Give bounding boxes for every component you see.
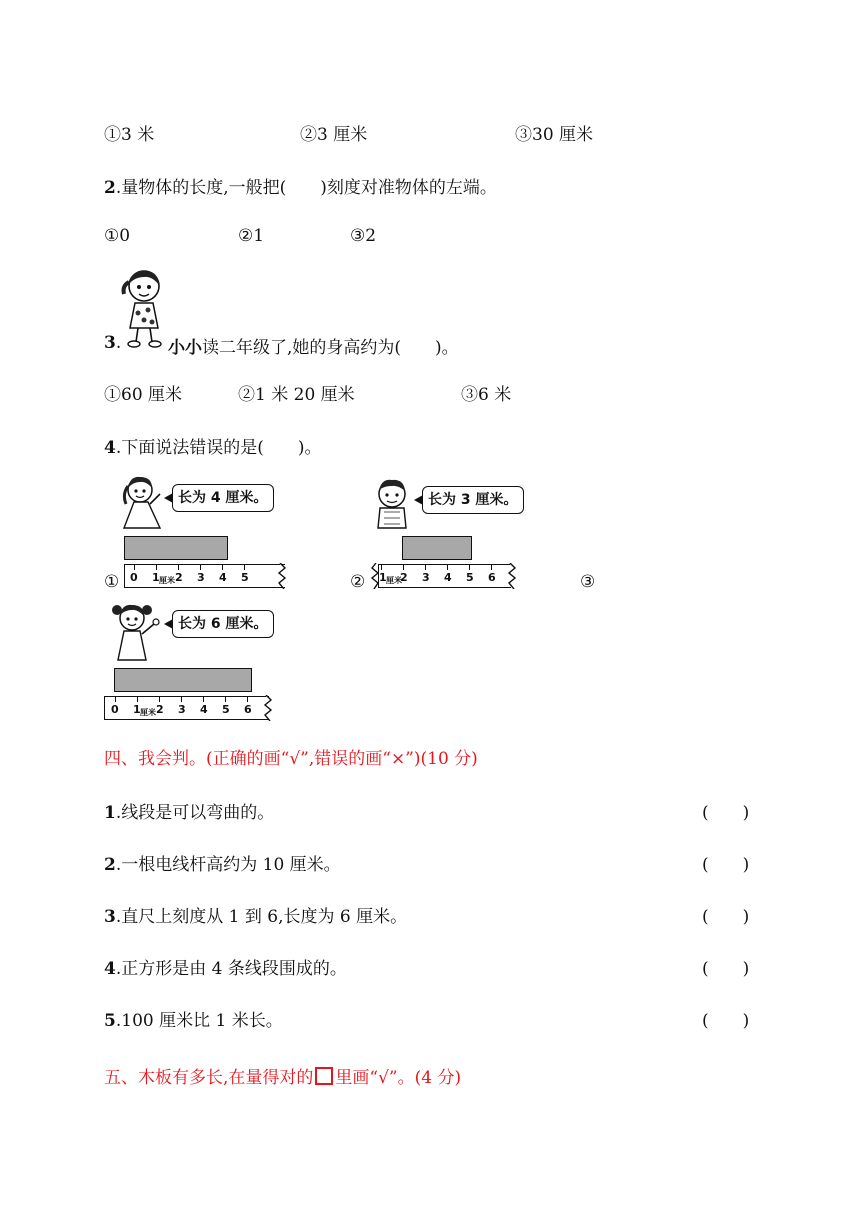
ruler-2-left-break-icon	[370, 563, 382, 589]
judge-item-5	[104, 1006, 283, 1031]
girl-2-icon	[104, 600, 164, 666]
section-5-title	[104, 1063, 461, 1088]
q2-option-1: ①0	[104, 226, 131, 246]
q4-option-1-marker: ①	[104, 572, 120, 592]
judge-item-3-text: .直尺上刻度从 1 到 6,长度为 6 厘米。	[115, 907, 408, 927]
ruler-1-tick-5: 5	[241, 571, 249, 584]
ruler-3-unit: 厘米	[140, 708, 156, 717]
judge-item-4	[104, 954, 347, 979]
judge-answer-3[interactable]: ( )	[702, 907, 750, 927]
q1-option-1: ①3 米	[104, 125, 155, 145]
ruler-1-tick-1: 1	[152, 571, 160, 584]
judge-item-3-num: 3	[104, 907, 116, 927]
judge-item-1-text: .线段是可以弯曲的。	[115, 803, 275, 823]
ruler-1-tick-2: 2	[175, 571, 183, 584]
judge-item-2	[104, 850, 341, 875]
q4-number: 4	[104, 438, 116, 458]
judge-item-1-num: 1	[104, 803, 116, 823]
q2-text: .量物体的长度,一般把( )刻度对准物体的左端。	[115, 178, 497, 198]
measured-bar-2	[402, 536, 472, 560]
judge-item-3	[104, 902, 407, 927]
ruler-2-tick-3: 3	[422, 571, 430, 584]
ruler-2-right-break-icon	[506, 563, 518, 589]
ruler-3-tick-0: 0	[111, 703, 119, 716]
ruler-1-tick-0: 0	[130, 571, 138, 584]
measured-bar-1	[124, 536, 228, 560]
judge-answer-5[interactable]: ( )	[702, 1011, 750, 1031]
judge-item-2-text: .一根电线杆高约为 10 厘米。	[115, 855, 341, 875]
q3-number	[104, 333, 121, 353]
ruler-1	[124, 564, 285, 588]
q2-option-3: ③2	[350, 226, 377, 246]
checkbox-square-icon	[315, 1067, 333, 1085]
ruler-1-unit: 厘米	[159, 576, 175, 585]
q2-number: 2	[104, 178, 116, 198]
ruler-2-tick-2: 2	[400, 571, 408, 584]
ruler-1-tick-3: 3	[197, 571, 205, 584]
ruler-2-tick-5: 5	[466, 571, 474, 584]
ruler-3-break-icon	[262, 695, 274, 721]
q3-option-1: ①60 厘米	[104, 385, 183, 405]
ruler-2-tick-4: 4	[444, 571, 452, 584]
q3-question	[168, 333, 459, 358]
ruler-1-break-icon	[276, 563, 288, 589]
q1-option-3: ③30 厘米	[515, 125, 594, 145]
section-5-title-a: 五、木板有多长,在量得对的	[104, 1068, 314, 1088]
section-5-title-b: 里画“√”。(4 分)	[335, 1068, 462, 1088]
q3-num: 3	[104, 333, 116, 353]
judge-item-4-text: .正方形是由 4 条线段围成的。	[115, 959, 347, 979]
judge-answer-1[interactable]: ( )	[702, 803, 750, 823]
speech-bubble-3: 长为 6 厘米。	[172, 610, 274, 638]
girl-xiaoxiao-icon	[118, 268, 168, 350]
q3-option-3: ③6 米	[461, 385, 512, 405]
q4-text: .下面说法错误的是( )。	[115, 438, 322, 458]
judge-item-5-num: 5	[104, 1011, 116, 1031]
q4-option-3-marker: ③	[580, 572, 596, 592]
measured-bar-3	[114, 668, 252, 692]
girl-1-icon	[120, 474, 168, 532]
ruler-2-tick-1: 1	[379, 571, 387, 584]
q4-option-2-marker: ②	[350, 572, 366, 592]
q4-question	[104, 433, 322, 458]
judge-item-5-text: .100 厘米比 1 米长。	[115, 1011, 283, 1031]
ruler-3-tick-6: 6	[244, 703, 252, 716]
ruler-2-unit: 厘米	[386, 576, 402, 585]
ruler-1-tick-4: 4	[219, 571, 227, 584]
section-4-title: 四、我会判。(正确的画“√”,错误的画“×”)(10 分)	[104, 749, 478, 769]
q2-option-2: ②1	[238, 226, 265, 246]
judge-item-2-num: 2	[104, 855, 116, 875]
judge-item-1	[104, 798, 274, 823]
ruler-3-tick-5: 5	[222, 703, 230, 716]
ruler-3-tick-2: 2	[156, 703, 164, 716]
q1-option-2: ②3 厘米	[300, 125, 368, 145]
ruler-3-tick-3: 3	[178, 703, 186, 716]
q3-option-2: ②1 米 20 厘米	[238, 385, 355, 405]
q2-question	[104, 173, 497, 198]
ruler-3-tick-1: 1	[133, 703, 141, 716]
judge-item-4-num: 4	[104, 959, 116, 979]
speech-bubble-2: 长为 3 厘米。	[422, 486, 524, 514]
ruler-3-tick-4: 4	[200, 703, 208, 716]
ruler-2-tick-6: 6	[488, 571, 496, 584]
q3-name: 小小	[168, 338, 202, 358]
speech-bubble-1: 长为 4 厘米。	[172, 484, 274, 512]
ruler-3	[104, 696, 269, 720]
boy-icon	[370, 476, 416, 532]
ruler-2	[378, 564, 511, 588]
judge-answer-4[interactable]: ( )	[702, 959, 750, 979]
q3-dot: .	[115, 333, 122, 353]
judge-answer-2[interactable]: ( )	[702, 855, 750, 875]
q3-text: 读二年级了,她的身高约为( )。	[202, 338, 459, 358]
